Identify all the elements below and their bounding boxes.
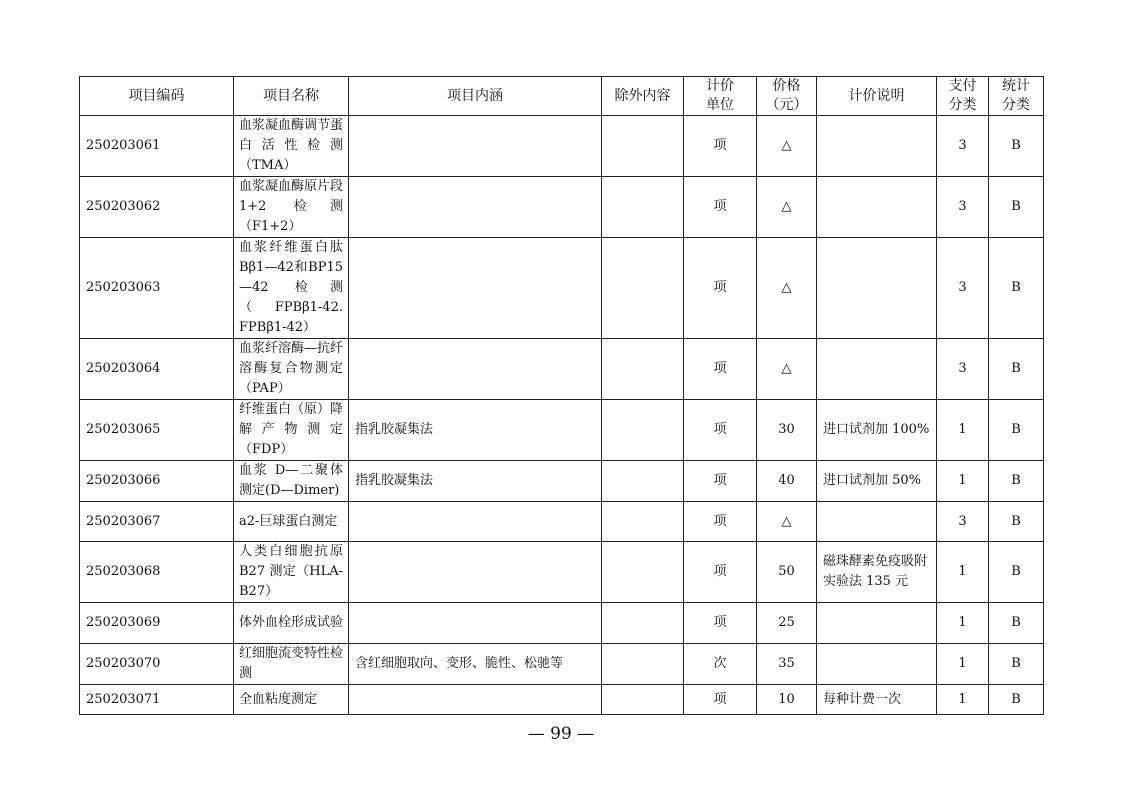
cell-name: 血浆纤溶酶—抗纤溶酶复合物测定（PAP）: [234, 339, 349, 400]
cell-unit: 项: [684, 603, 757, 644]
header-stat: 统计 分类: [989, 77, 1044, 116]
cell-unit: 项: [684, 400, 757, 461]
cell-content: [349, 542, 602, 603]
header-code: 项目编码: [80, 77, 234, 116]
table-row: [80, 177, 1044, 238]
cell-stat: B: [989, 644, 1044, 685]
cell-price: 10: [757, 685, 817, 715]
cell-name: 人类白细胞抗原 B27 测定（HLA-B27）: [234, 542, 349, 603]
cell-unit: 项: [684, 685, 757, 715]
header-unit: 计价 单位: [684, 77, 757, 116]
cell-name: 体外血栓形成试验: [234, 603, 349, 644]
cell-stat: B: [989, 339, 1044, 400]
cell-excluded: [602, 542, 684, 603]
cell-name: 血浆凝血酶原片段 1+2 检测（F1+2）: [234, 177, 349, 238]
cell-content: [349, 502, 602, 542]
cell-price: △: [757, 238, 817, 339]
cell-price: 25: [757, 603, 817, 644]
cell-name: 全血粘度测定: [234, 685, 349, 715]
cell-pay: 1: [937, 400, 989, 461]
cell-price: 40: [757, 461, 817, 502]
cell-excluded: [602, 177, 684, 238]
cell-content: [349, 603, 602, 644]
cell-content: 指乳胶凝集法: [349, 400, 602, 461]
cell-price: 30: [757, 400, 817, 461]
table-row: [80, 502, 1044, 542]
page-number: — 99 —: [527, 724, 595, 744]
cell-name: 纤维蛋白（原）降解产物测定（FDP）: [234, 400, 349, 461]
cell-unit: 次: [684, 644, 757, 685]
header-desc: 计价说明: [817, 77, 937, 116]
cell-excluded: [602, 400, 684, 461]
cell-unit: 项: [684, 542, 757, 603]
table-row: [80, 339, 1044, 400]
cell-pay: 3: [937, 177, 989, 238]
cell-price: 35: [757, 644, 817, 685]
fee-table: [79, 76, 1044, 715]
cell-price: 50: [757, 542, 817, 603]
cell-code: 250203062: [80, 177, 234, 238]
cell-stat: B: [989, 177, 1044, 238]
cell-name: 红细胞流变特性检测: [234, 644, 349, 685]
cell-excluded: [602, 238, 684, 339]
cell-excluded: [602, 502, 684, 542]
cell-code: 250203069: [80, 603, 234, 644]
cell-unit: 项: [684, 116, 757, 177]
cell-desc: [817, 644, 937, 685]
table-row: [80, 116, 1044, 177]
cell-price: △: [757, 502, 817, 542]
cell-excluded: [602, 685, 684, 715]
cell-content: [349, 339, 602, 400]
cell-name: 血浆凝血酶调节蛋白活性检测（TMA）: [234, 116, 349, 177]
cell-code: 250203065: [80, 400, 234, 461]
cell-unit: 项: [684, 177, 757, 238]
cell-stat: B: [989, 400, 1044, 461]
cell-code: 250203071: [80, 685, 234, 715]
cell-price: △: [757, 116, 817, 177]
cell-desc: [817, 339, 937, 400]
table-row: [80, 644, 1044, 685]
cell-stat: B: [989, 502, 1044, 542]
cell-desc: 每种计费一次: [817, 685, 937, 715]
cell-pay: 1: [937, 542, 989, 603]
table-row: [80, 461, 1044, 502]
header-pay: 支付 分类: [937, 77, 989, 116]
header-excluded: 除外内容: [602, 77, 684, 116]
cell-code: 250203067: [80, 502, 234, 542]
cell-pay: 3: [937, 238, 989, 339]
cell-stat: B: [989, 542, 1044, 603]
cell-content: [349, 238, 602, 339]
cell-desc: [817, 238, 937, 339]
table-row: [80, 685, 1044, 715]
cell-content: 指乳胶凝集法: [349, 461, 602, 502]
cell-desc: [817, 116, 937, 177]
cell-unit: 项: [684, 461, 757, 502]
cell-code: 250203070: [80, 644, 234, 685]
cell-pay: 1: [937, 685, 989, 715]
header-price: 价格 （元）: [757, 77, 817, 116]
cell-code: 250203061: [80, 116, 234, 177]
cell-content: [349, 177, 602, 238]
cell-pay: 1: [937, 461, 989, 502]
cell-pay: 3: [937, 116, 989, 177]
cell-pay: 1: [937, 644, 989, 685]
cell-code: 250203068: [80, 542, 234, 603]
cell-excluded: [602, 339, 684, 400]
cell-content: [349, 116, 602, 177]
cell-content: 含红细胞取向、变形、脆性、松驰等: [349, 644, 602, 685]
cell-name: 血浆 D—二聚体测定(D—Dimer): [234, 461, 349, 502]
cell-code: 250203064: [80, 339, 234, 400]
cell-pay: 3: [937, 339, 989, 400]
cell-excluded: [602, 461, 684, 502]
cell-excluded: [602, 116, 684, 177]
cell-desc: [817, 502, 937, 542]
cell-unit: 项: [684, 502, 757, 542]
cell-stat: B: [989, 238, 1044, 339]
cell-name: 血浆纤维蛋白肽Bβ1—42和BP15—42 检测（FPBβ1-42. FPBβ1-42）: [234, 238, 349, 339]
cell-price: △: [757, 177, 817, 238]
table-row: [80, 542, 1044, 603]
cell-code: 250203066: [80, 461, 234, 502]
cell-stat: B: [989, 116, 1044, 177]
cell-stat: B: [989, 603, 1044, 644]
table-row: [80, 400, 1044, 461]
cell-excluded: [602, 603, 684, 644]
header-name: 项目名称: [234, 77, 349, 116]
cell-pay: 3: [937, 502, 989, 542]
cell-pay: 1: [937, 603, 989, 644]
cell-name: a2-巨球蛋白测定: [234, 502, 349, 542]
cell-desc: 进口试剂加 100%: [817, 400, 937, 461]
cell-code: 250203063: [80, 238, 234, 339]
cell-desc: [817, 177, 937, 238]
cell-content: [349, 685, 602, 715]
cell-desc: [817, 603, 937, 644]
header-row: [80, 77, 1044, 116]
cell-stat: B: [989, 461, 1044, 502]
cell-unit: 项: [684, 238, 757, 339]
cell-unit: 项: [684, 339, 757, 400]
cell-price: △: [757, 339, 817, 400]
cell-stat: B: [989, 685, 1044, 715]
cell-desc: 磁珠酵素免疫吸附实验法 135 元: [817, 542, 937, 603]
header-content: 项目内涵: [349, 77, 602, 116]
cell-excluded: [602, 644, 684, 685]
table-row: [80, 238, 1044, 339]
table-row: [80, 603, 1044, 644]
cell-desc: 进口试剂加 50%: [817, 461, 937, 502]
